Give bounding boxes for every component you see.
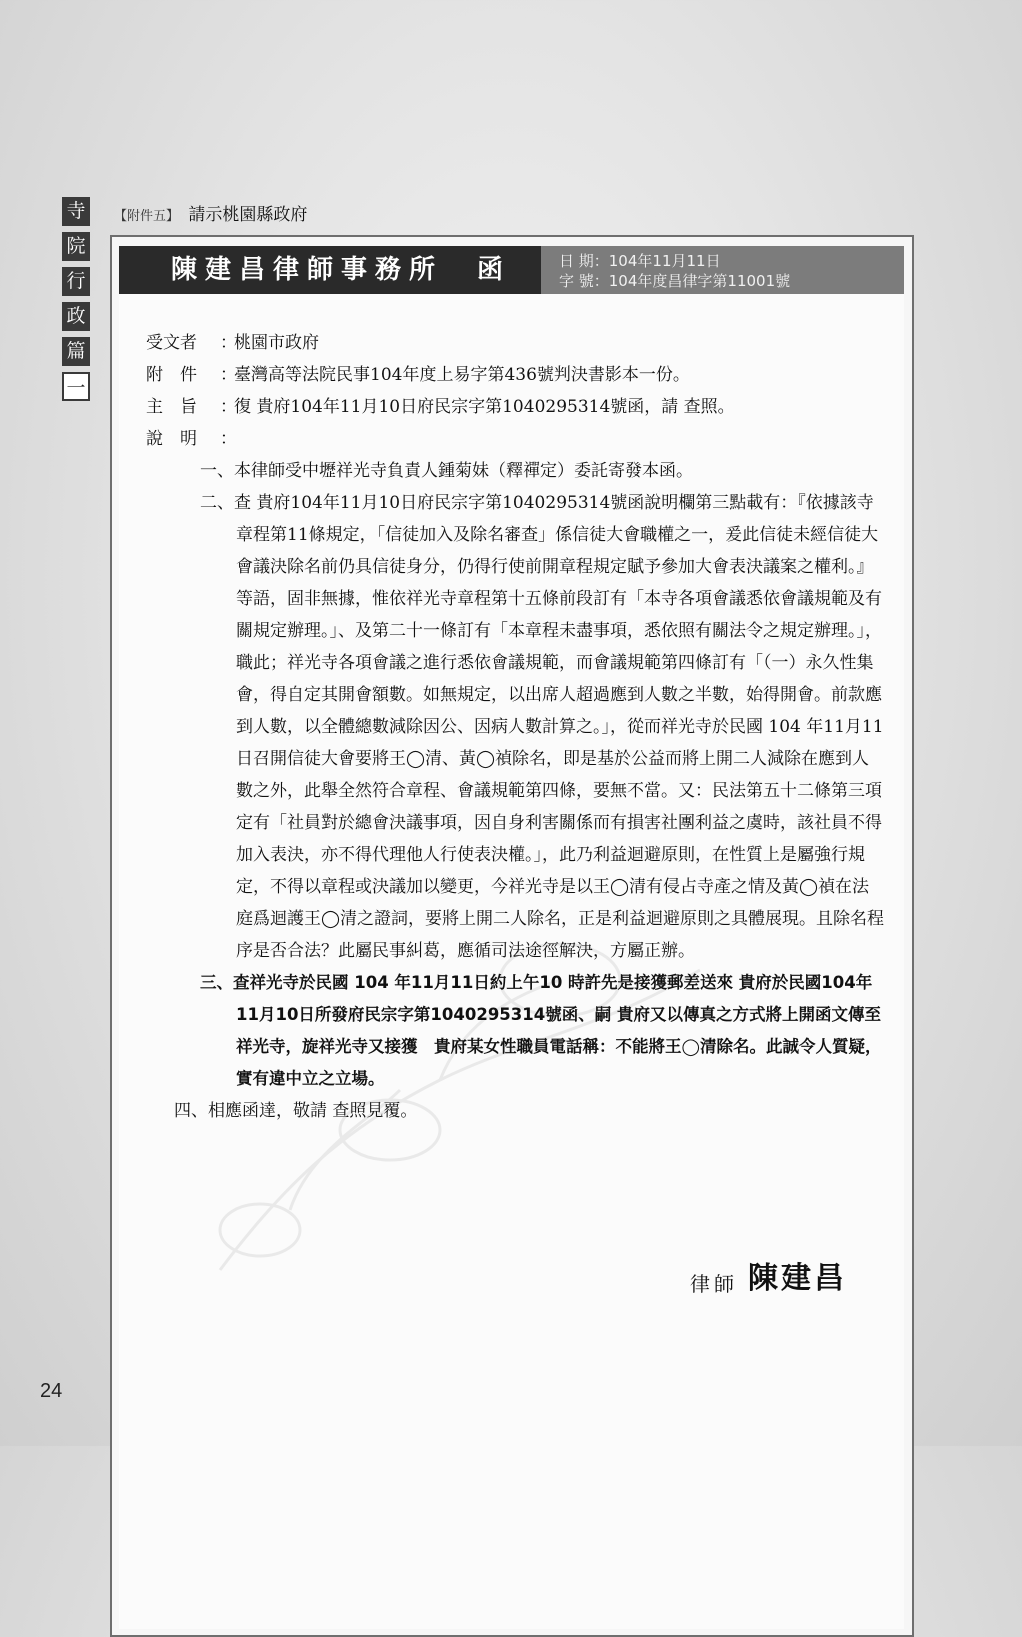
letter-number: 字 號：104年度昌律字第11001號	[559, 272, 791, 290]
letterhead-meta	[541, 246, 904, 294]
attachment-tag: 【附件五】	[114, 209, 180, 224]
attachment-header	[114, 200, 307, 225]
letter-date: 日 期：104年11月11日	[559, 252, 721, 270]
letterhead-title: 陳建昌律師事務所 函	[119, 246, 541, 294]
explanation-item-1: 一、本律師受中壢祥光寺負責人鍾菊妹（釋禪定）委託寄發本函。	[200, 461, 693, 481]
side-tab-char: 行	[62, 267, 90, 296]
letter-body	[146, 327, 886, 1127]
field-label: 受文者	[146, 333, 197, 353]
page-number: 24	[40, 1380, 63, 1402]
explanation-item-4: 四、相應函達，敬請 查照見覆。	[174, 1101, 418, 1121]
field-value: 復 貴府104年11月10日府民宗字第1040295314號函，請 查照。	[234, 397, 735, 417]
side-tab-char: 政	[62, 302, 90, 331]
explanation-item-2: 二、查 貴府104年11月10日府民宗字第1040295314號函說明欄第三點載有：『依據該寺章程第11條規定，「信徒加入及除名審查」係信徒大會職權之一，爰此信徒未經信徒大會議決除名前仍具信徒身分，仍得行使前開章程規定賦予參加大會表決議案之權利。』等語，固非無據，惟依祥光寺章程第十五條前段訂有「本寺各項會議悉依會議規範及有關規定辦理。」、及第二十一條訂有「本章程未盡事項，悉依照有關法令之規定辦理。」，職此；祥光寺各項會議之進行悉依會議規範，而會議規範第四條訂有「（一）永久性集會，得自定其開會額數。如無規定，以出席人超過應到人數之半數，始得開會。前款應到人數，以全體總數減除因公、因病人數計算之。」，從而祥光寺於民國 104 年11月11日召開信徒大會要將王◯清、黃◯禎除名，即是基於公益而將上開二人減除在應到人數之外，此舉全然符合章程、會議規範第四條，要無不當。又：民法第五十二條第三項定有「社員對於總會決議事項，因自身利害關係而有損害社團利益之虞時，該社員不得加入表決，亦不得代理他人行使表決權。」，此乃利益迴避原則，在性質上是屬強行規定，不得以章程或決議加以變更，今祥光寺是以王◯清有侵占寺產之情及黃◯禎在法庭爲迴護王◯清之證詞，要將上開二人除名，正是利益迴避原則之具體展現。且除名程序是否合法？此屬民事糾葛，應循司法途徑解決，方屬正辦。	[200, 493, 885, 961]
side-tab-char: 寺	[62, 197, 90, 226]
field-subject: 主 旨 ： 復 貴府104年11月10日府民宗字第1040295314號函，請 查照。	[146, 391, 886, 423]
field-recipient: 受文者 ： 桃園市政府	[146, 327, 886, 359]
side-tab-char: 院	[62, 232, 90, 261]
section-side-tab	[62, 197, 90, 401]
side-tab-char: 篇	[62, 337, 90, 366]
field-attachment: 附 件 ： 臺灣高等法院民事104年度上易字第436號判決書影本一份。	[146, 359, 886, 391]
field-label: 主 旨	[146, 397, 197, 417]
signature-role: 律師	[690, 1272, 738, 1296]
field-value: 桃園市政府	[234, 333, 319, 353]
attachment-title: 請示桃園縣政府	[188, 205, 308, 225]
side-tab-volume: 一	[62, 372, 90, 401]
field-label: 附 件	[146, 365, 197, 385]
signature-name: 陳建昌	[748, 1261, 847, 1296]
field-explanation: 說 明 ：	[146, 423, 886, 455]
field-label: 說 明	[146, 429, 197, 449]
signature	[690, 1253, 847, 1297]
explanation-item-3: 三、查祥光寺於民國 104 年11月11日約上午10 時許先是接獲郵差送來 貴府於民國104年11月10日所發府民宗字第1040295314號函、嗣 貴府又以傳真之方式將上開函文傳至祥光寺，旋祥光寺又接獲 貴府某女性職員電話稱：不能將王◯清除名。此誠令人質疑，實有違中立之立場。	[200, 973, 882, 1088]
field-value: 臺灣高等法院民事104年度上易字第436號判決書影本一份。	[234, 365, 690, 385]
letterhead-bar	[119, 246, 904, 294]
